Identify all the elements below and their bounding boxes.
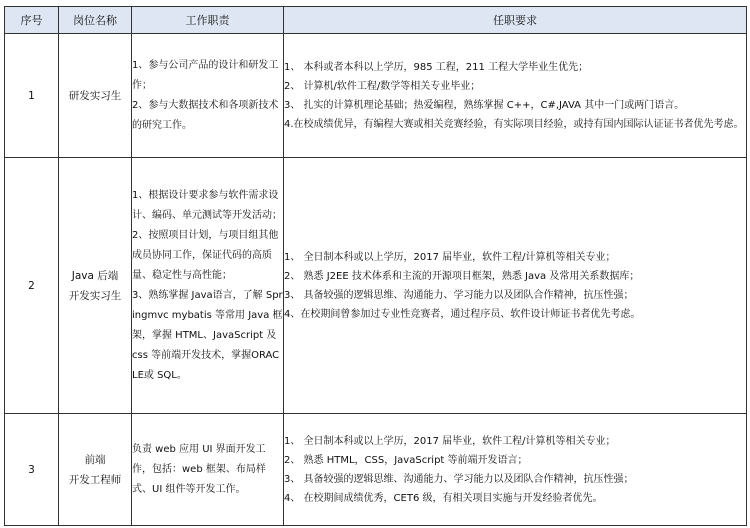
position-name — [59, 414, 132, 526]
position-name-line: 开发工程师 — [68, 473, 122, 486]
requirement-item: 4.在校成绩优异，有编程大赛或相关竞赛经验，有实际项目经验，或持有国内国际认证证书者优先考虑。 — [284, 118, 744, 130]
position-name-line: 前端 — [84, 453, 106, 466]
position-name-line: Java 后端 — [71, 269, 119, 282]
requirement-item: 1、 本科或者本科以上学历，985 工程，211 工程大学毕业生优先； — [284, 61, 589, 73]
row-number: 1 — [5, 34, 59, 158]
duties-cell — [132, 34, 284, 158]
position-name — [59, 34, 132, 158]
duty-item: 1、参与公司产品的设计和研发工作； — [132, 59, 279, 91]
duty-item: 3、熟练掌握 Java语言，了解 Springmvc mybatis 等常用 Java 框架，掌握 HTML、JavaScript 及 css 等前端开发技术，掌握ORACLE或 SQL。 — [132, 289, 283, 381]
requirement-item: 4、在校期间曾参加过专业性竞赛者，通过程序员、软件设计师证书者优先考虑。 — [284, 308, 641, 320]
position-name-line: 开发实习生 — [68, 289, 122, 302]
requirements-cell — [284, 414, 747, 526]
position-name — [59, 158, 132, 414]
row-number: 3 — [5, 414, 59, 526]
requirement-item: 2、 计算机/软件工程/数学等相关专业毕业； — [284, 80, 481, 92]
header-duties: 工作职责 — [132, 7, 284, 34]
header-no: 序号 — [5, 7, 59, 34]
table-row — [5, 414, 747, 526]
position-name-line: 研发实习生 — [68, 89, 122, 102]
requirement-item: 2、 熟悉 J2EE 技术体系和主流的开源项目框架，熟悉 Java 及常用关系数据库； — [284, 270, 640, 282]
requirement-item: 1、 全日制本科或以上学历，2017 届毕业，软件工程/计算机等相关专业； — [284, 251, 616, 263]
table-header-row — [5, 7, 747, 34]
duties-cell — [132, 158, 284, 414]
requirement-item: 2、 熟悉 HTML，CSS，JavaScript 等前端开发语言； — [284, 454, 528, 466]
requirement-item: 4、 在校期间成绩优秀，CET6 级，有相关项目实施与开发经验者优先。 — [284, 492, 603, 504]
row-number: 2 — [5, 158, 59, 414]
table-row — [5, 158, 747, 414]
table-row — [5, 34, 747, 158]
header-requirements: 任职要求 — [284, 7, 747, 34]
job-requirements-table — [4, 6, 747, 526]
duty-item: 负责 web 应用 UI 界面开发工作，包括：web 框架、布局样式、UI 组件等开发工作。 — [132, 443, 266, 495]
requirements-cell — [284, 34, 747, 158]
duty-item: 1、根据设计要求参与软件需求设计、编码、单元测试等开发活动； — [132, 189, 282, 221]
requirement-item: 3、 扎实的计算机理论基础；热爱编程，熟练掌握 C++，C#,JAVA 其中一门或两门语言。 — [284, 99, 685, 111]
requirements-cell — [284, 158, 747, 414]
duty-item: 2、按照项目计划，与项目组其他成员协同工作，保证代码的高质量、稳定性与高性能； — [132, 229, 279, 281]
requirement-item: 3、 具备较强的逻辑思维、沟通能力、学习能力以及团队合作精神，抗压性强； — [284, 289, 634, 301]
requirement-item: 1、 全日制本科或以上学历，2017 届毕业，软件工程/计算机等相关专业； — [284, 435, 616, 447]
header-position: 岗位名称 — [59, 7, 132, 34]
requirement-item: 3、 具备较强的逻辑思维、沟通能力、学习能力以及团队合作精神，抗压性强； — [284, 473, 634, 485]
duty-item: 2、参与大数据技术和各项新技术的研究工作。 — [132, 99, 279, 131]
duties-cell — [132, 414, 284, 526]
